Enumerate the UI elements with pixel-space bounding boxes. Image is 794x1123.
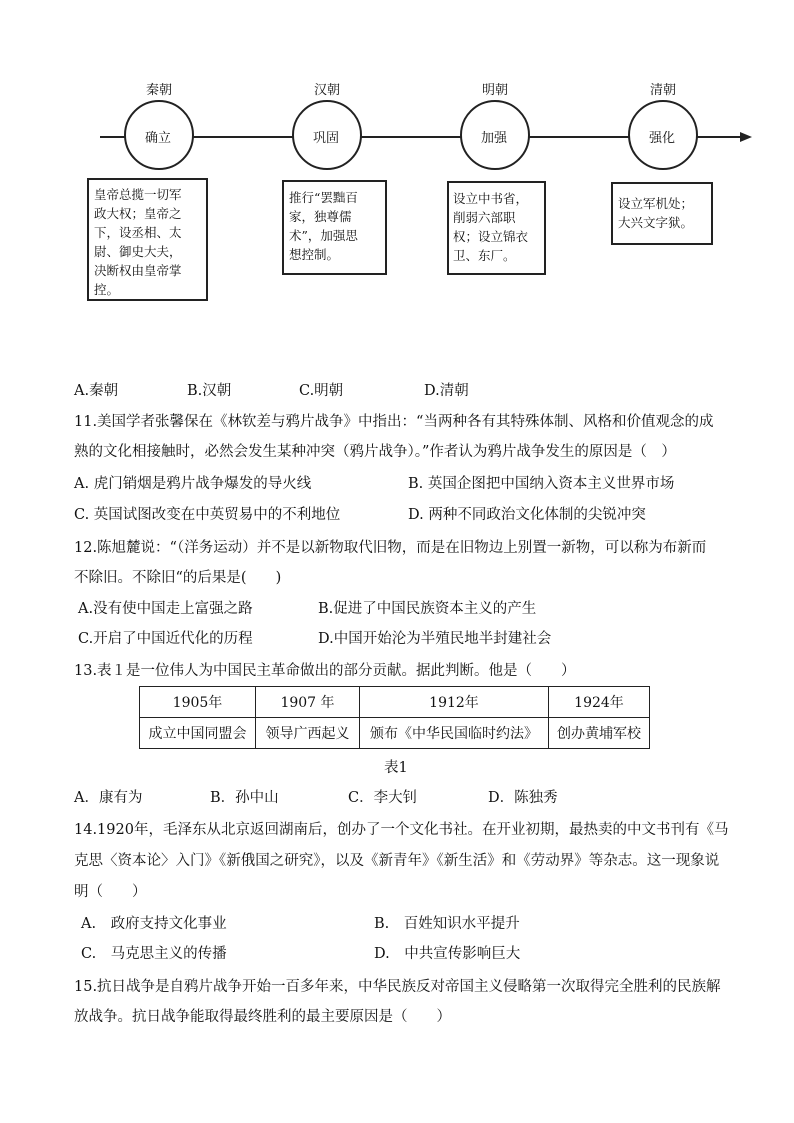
dynasty-label: 清朝 xyxy=(650,83,677,98)
table-cell-year: 1924年 xyxy=(549,687,650,718)
q13-stem: 13.表１是一位伟人为中国民主革命做出的部分贡献。据此判断。他是（ ） xyxy=(74,663,576,679)
table-cell-event: 领导广西起义 xyxy=(256,718,360,749)
stage-action-label: 强化 xyxy=(649,131,676,146)
q14-stem-line: 14.1920年，毛泽东从北京返回湖南后，创办了一个文化书社。在开业初期，最热卖的中文书刊有《马 xyxy=(74,822,729,838)
q13-option-c[interactable]: C．李大钊 xyxy=(348,790,418,806)
table-cell-event: 颁布《中华民国临时约法》 xyxy=(360,718,549,749)
stage-description: 设立中书省， 削弱六部职 权；设立锦衣 卫、东厂。 xyxy=(453,191,529,263)
stage-action-label: 巩固 xyxy=(313,131,340,146)
q12-option-b[interactable]: B.促进了中国民族资本主义的产生 xyxy=(318,601,537,617)
dynasty-label: 汉朝 xyxy=(314,83,341,98)
q12-stem-line: 12.陈旭麓说：“（洋务运动）并不是以新物取代旧物，而是在旧物边上别置一新物，可以称为布新而 xyxy=(74,540,707,556)
table-caption: 表1 xyxy=(384,760,408,776)
q13-option-b[interactable]: B．孙中山 xyxy=(210,790,279,806)
table-cell-event: 成立中国同盟会 xyxy=(140,718,256,749)
q10-option-a[interactable]: A.秦朝 xyxy=(74,383,119,399)
q11-option-c[interactable]: C. 英国试图改变在中英贸易中的不利地位 xyxy=(74,507,341,523)
stage-description: 皇帝总揽一切军 政大权；皇帝之 下，设丞相、太 尉、御史大夫， 决断权由皇帝掌 控。 xyxy=(94,187,182,297)
stage-action-label: 加强 xyxy=(481,131,508,146)
q14-option-d[interactable]: D. 中共宣传影响巨大 xyxy=(374,946,521,962)
q14-option-c[interactable]: C. 马克思主义的传播 xyxy=(81,946,227,962)
q10-option-b[interactable]: B.汉朝 xyxy=(187,383,232,399)
dynasty-label: 秦朝 xyxy=(146,83,173,98)
q12-option-a[interactable]: A.没有使中国走上富强之路 xyxy=(78,601,253,617)
q15-stem-line: 放战争。抗日战争能取得最终胜利的最主要原因是（ ） xyxy=(74,1009,451,1025)
q14-option-a[interactable]: A. 政府支持文化事业 xyxy=(81,916,227,932)
table-cell-year: 1912年 xyxy=(360,687,549,718)
dynasty-label: 明朝 xyxy=(482,83,509,98)
q11-option-b[interactable]: B. 英国企图把中国纳入资本主义世界市场 xyxy=(408,476,675,492)
q11-stem-line: 11.美国学者张馨保在《林钦差与鸦片战争》中指出：“当两种各有其特殊体制、风格和价值观念的成 xyxy=(74,414,714,430)
q13-option-a[interactable]: A．康有为 xyxy=(74,790,143,806)
timeline-arrow-icon xyxy=(740,132,752,142)
q10-option-d[interactable]: D.清朝 xyxy=(424,383,469,399)
stage-action-label: 确立 xyxy=(145,131,172,146)
q12-option-d[interactable]: D.中国开始沦为半殖民地半封建社会 xyxy=(318,631,552,647)
table-row xyxy=(140,687,650,718)
q11-stem-line: 熟的文化相接触时，必然会发生某种冲突（鸦片战争）。”作者认为鸦片战争发生的原因是（ ） xyxy=(74,444,676,460)
table-cell-event: 创办黄埔军校 xyxy=(549,718,650,749)
stage-description: 设立军机处； 大兴文字狱。 xyxy=(618,196,694,230)
q12-stem-line: 不除旧。不除旧“的后果是( ) xyxy=(74,570,282,586)
q10-option-c[interactable]: C.明朝 xyxy=(299,383,344,399)
table-cell-year: 1905年 xyxy=(140,687,256,718)
q14-option-b[interactable]: B. 百姓知识水平提升 xyxy=(374,916,520,932)
q13-option-d[interactable]: D．陈独秀 xyxy=(488,790,558,806)
stage-description: 推行“罢黜百 家，独尊儒 术”，加强思 想控制。 xyxy=(289,190,358,262)
q14-stem-line: 克思〈资本论〉入门》《新俄国之研究》，以及《新青年》《新生活》和《劳动界》等杂志。这一现象说 xyxy=(74,853,720,869)
q11-option-a[interactable]: A. 虎门销烟是鸦片战争爆发的导火线 xyxy=(74,476,312,492)
table-cell-year: 1907 年 xyxy=(256,687,360,718)
q15-stem-line: 15.抗日战争是自鸦片战争开始一百多年来，中华民族反对帝国主义侵略第一次取得完全胜利的民族解 xyxy=(74,979,721,995)
q12-option-c[interactable]: C.开启了中国近代化的历程 xyxy=(78,631,253,647)
q14-stem-line: 明（ ） xyxy=(74,884,147,900)
q11-option-d[interactable]: D. 两种不同政治文化体制的尖锐冲突 xyxy=(408,507,646,523)
q13-table xyxy=(139,686,650,749)
table-row xyxy=(140,718,650,749)
